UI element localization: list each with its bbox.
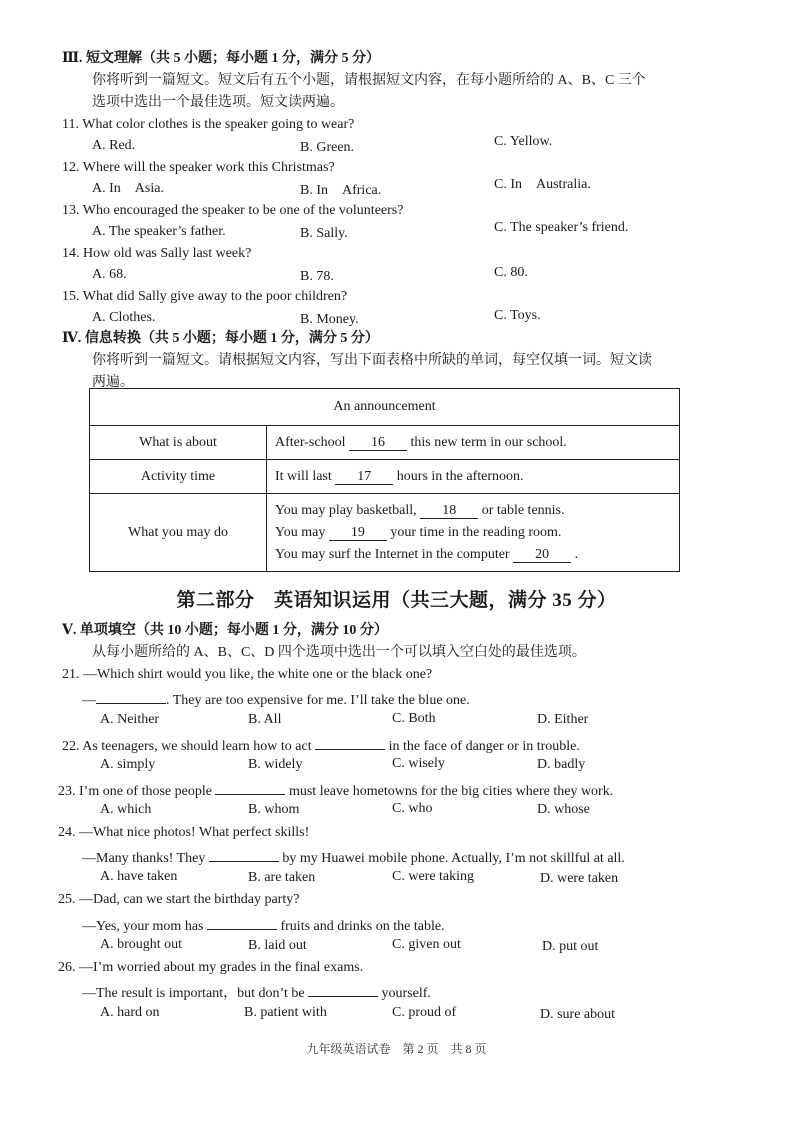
section-4-instruction-2: 两遍。 [92, 375, 134, 390]
section-5-title: Ⅴ. 单项填空（共 10 小题；每小题 1 分，满分 10 分） [62, 623, 388, 638]
option-13c: C. The speaker’s friend. [494, 220, 629, 235]
section-3-instruction: 你将听到一篇短文。短文后有五个小题，请根据短文内容，在每小题所给的 A、B、C 三个 [92, 73, 646, 88]
option-22a: A. simply [100, 757, 156, 772]
row-value-about: After-school 16 this new term in our school. [267, 426, 680, 460]
blank-22[interactable] [315, 734, 385, 750]
blank-17[interactable]: 17 [335, 469, 393, 485]
option-23b: B. whom [248, 802, 300, 817]
page-footer: 九年级英语试卷 第 2 页 共 8 页 [306, 1042, 487, 1056]
option-23c: C. who [392, 801, 433, 816]
row-label-about: What is about [90, 426, 267, 460]
question-23: 23. I’m one of those people must leave hometowns for the big cities where they work. [58, 779, 613, 801]
question-14: 14. How old was Sally last week? [62, 246, 252, 261]
option-26d: D. sure about [540, 1007, 616, 1022]
question-22: 22. As teenagers, we should learn how to act in the face of danger or in trouble. [62, 734, 580, 756]
section-5-instruction: 从每小题所给的 A、B、C、D 四个选项中选出一个可以填入空白处的最佳选项。 [92, 645, 586, 660]
option-13b: B. Sally. [300, 226, 348, 241]
row-label-time: Activity time [90, 460, 267, 494]
option-13a: A. The speaker’s father. [92, 224, 226, 239]
blank-25[interactable] [207, 914, 277, 930]
question-11: 11. What color clothes is the speaker going to wear? [62, 117, 355, 132]
question-15: 15. What did Sally give away to the poor children? [62, 289, 348, 304]
question-13: 13. Who encouraged the speaker to be one of the volunteers? [62, 203, 404, 218]
question-21: 21. —Which shirt would you like, the white one or the black one? [62, 667, 433, 682]
option-26c: C. proud of [392, 1005, 457, 1020]
option-24b: B. are taken [248, 870, 316, 885]
blank-23[interactable] [215, 779, 285, 795]
option-11c: C. Yellow. [494, 134, 553, 149]
option-21d: D. Either [537, 712, 589, 727]
option-14c: C. 80. [494, 265, 528, 280]
blank-20[interactable]: 20 [513, 547, 571, 563]
option-25d: D. put out [542, 939, 599, 954]
option-22b: B. widely [248, 757, 303, 772]
blank-24[interactable] [209, 846, 279, 862]
question-26: 26. —I’m worried about my grades in the final exams. [58, 960, 364, 975]
option-21c: C. Both [392, 711, 436, 726]
question-24-response: —Many thanks! They by my Huawei mobile phone. Actually, I’m not skillful at all. [82, 846, 625, 868]
question-12: 12. Where will the speaker work this Christmas? [62, 160, 335, 175]
option-15a: A. Clothes. [92, 310, 156, 325]
blank-18[interactable]: 18 [420, 503, 478, 519]
blank-21[interactable] [96, 688, 166, 704]
option-11b: B. Green. [300, 140, 355, 155]
question-26-response: —The result is important，but don’t be yourself. [82, 981, 431, 1003]
section-4-instruction: 你将听到一篇短文。请根据短文内容，写出下面表格中所缺的单词，每空仅填一词。短文读 [92, 353, 652, 368]
part-2-heading: 第二部分 英语知识运用（共三大题，满分 35 分） [176, 590, 617, 611]
question-25: 25. —Dad, can we start the birthday party? [58, 892, 300, 907]
option-15b: B. Money. [300, 312, 359, 327]
blank-26[interactable] [308, 981, 378, 997]
option-22d: D. badly [537, 757, 586, 772]
row-value-time: It will last 17 hours in the afternoon. [267, 460, 680, 494]
question-21-response: — . They are too expensive for me. I’ll take the blue one. [82, 688, 470, 710]
row-label-do: What you may do [90, 494, 267, 572]
announcement-table [89, 388, 680, 572]
option-21b: B. All [248, 712, 282, 727]
question-24: 24. —What nice photos! What perfect skills! [58, 825, 310, 840]
question-25-response: —Yes, your mom has fruits and drinks on the table. [82, 914, 445, 936]
option-14b: B. 78. [300, 269, 334, 284]
option-24d: D. were taken [540, 871, 619, 886]
blank-16[interactable]: 16 [349, 435, 407, 451]
option-12c: C. In Australia. [494, 177, 591, 192]
option-21a: A. Neither [100, 712, 160, 727]
section-3-title: Ⅲ. 短文理解（共 5 小题；每小题 1 分，满分 5 分） [62, 51, 381, 66]
option-24a: A. have taken [100, 869, 178, 884]
option-12b: B. In Africa. [300, 183, 382, 198]
option-11a: A. Red. [92, 138, 136, 153]
option-25c: C. given out [392, 937, 461, 952]
option-26a: A. hard on [100, 1005, 160, 1020]
option-24c: C. were taking [392, 869, 475, 884]
option-12a: A. In Asia. [92, 181, 164, 196]
option-25b: B. laid out [248, 938, 307, 953]
option-26b: B. patient with [244, 1005, 327, 1020]
option-22c: C. wisely [392, 756, 445, 771]
row-value-do: You may play basketball, 18 or table tennis. You may 19 your time in the reading room. You may surf the Internet in the computer 20 . [267, 494, 680, 572]
section-3-instruction-2: 选项中选出一个最佳选项。短文读两遍。 [92, 95, 344, 110]
option-14a: A. 68. [92, 267, 127, 282]
section-4-title: Ⅳ. 信息转换（共 5 小题；每小题 1 分，满分 5 分） [62, 331, 379, 346]
option-23d: D. whose [537, 802, 590, 817]
option-25a: A. brought out [100, 937, 183, 952]
option-23a: A. which [100, 802, 152, 817]
option-15c: C. Toys. [494, 308, 541, 323]
blank-19[interactable]: 19 [329, 525, 387, 541]
table-heading: An announcement [90, 389, 680, 426]
